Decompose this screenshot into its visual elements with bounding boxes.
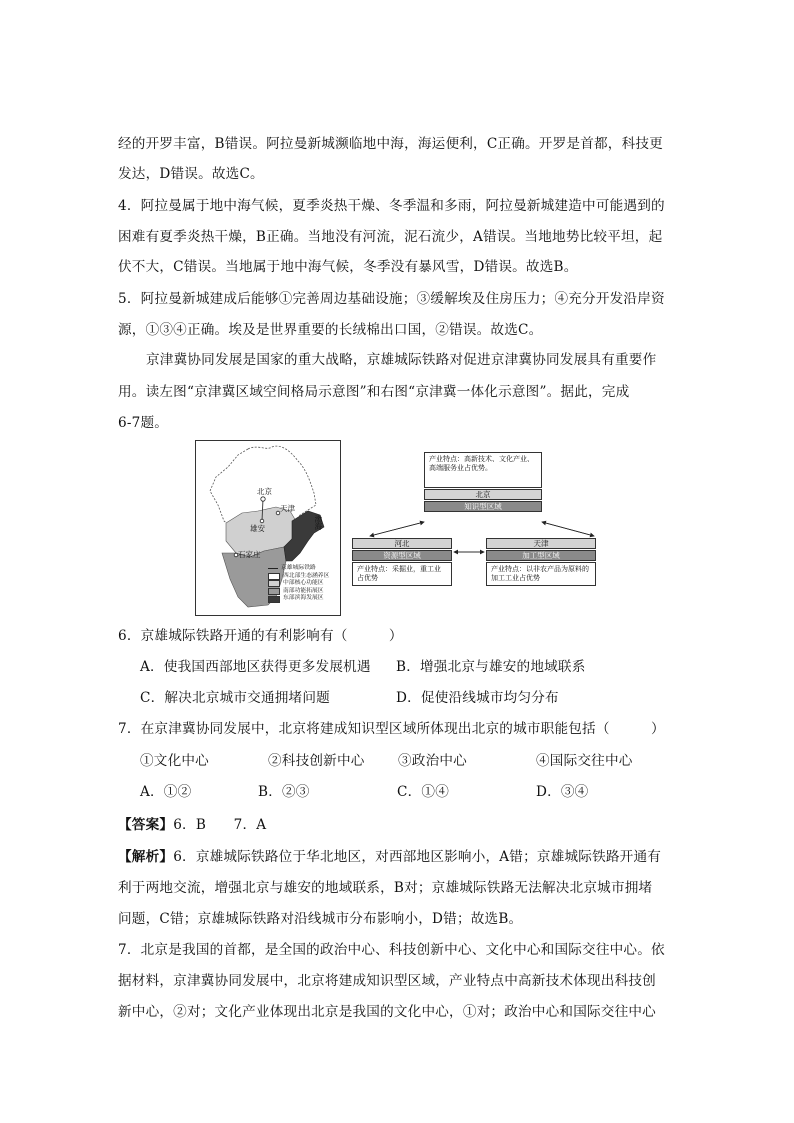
hebei-features-box: 产业特点：采掘业，重工业占优势: [352, 562, 452, 586]
q7-option: B．②③: [258, 784, 310, 800]
text-line: 6-7题。: [118, 415, 169, 431]
text-line: 用。读左图“京津冀区域空间格局示意图”和右图“京津冀一体化示意图”。据此，完成: [118, 384, 630, 400]
q7-option: C．①④: [397, 784, 449, 800]
q6-option-a: A．使我国西部地区获得更多发展机遇: [140, 659, 371, 675]
integration-diagram: [352, 452, 624, 587]
region-map-figure: [195, 440, 341, 616]
tianjin-name: 天津: [486, 538, 596, 549]
analysis-tag: 【解析】: [118, 849, 174, 865]
legend-swatch: [268, 580, 280, 587]
legend-swatch: [268, 573, 280, 580]
tianjin-features-box: 产业特点：以非农产品为原料的加工工业占优势: [486, 562, 596, 586]
text-line: 发达，D错误。故选C。: [118, 166, 264, 182]
beijing-name: 北京: [424, 489, 542, 500]
text-line: 京津冀协同发展是国家的重大战略，京雄城际铁路对促进京津冀协同发展具有重要作: [146, 352, 657, 368]
q7-item: ③政治中心: [398, 753, 467, 769]
analysis-line: 【解析】6．京雄城际铁路位于华北地区，对西部地区影响小，A错；京雄城际铁路开通有: [118, 849, 662, 865]
map-label-bohai: 渤海: [314, 515, 323, 530]
analysis-line: 利于两地交流，增强北京与雄安的地域联系，B对；京雄城际铁路无法解决北京城市拥堵: [118, 880, 653, 896]
answer-line: [118, 813, 266, 833]
text-line: 经的开罗丰富，B错误。阿拉曼新城濒临地中海，海运便利，C正确。开罗是首都，科技更: [118, 136, 663, 152]
q7-option: D．③④: [536, 784, 589, 800]
map-label-tianjin: 天津: [280, 504, 295, 513]
text-line: 5．阿拉曼新城建成后能够①完善周边基础设施；③缓解埃及住房压力；④充分开发沿岸资: [118, 291, 665, 307]
legend-swatch: [268, 596, 280, 603]
question-7-stem: 7．在京津冀协同发展中，北京将建成知识型区域所体现出北京的城市职能包括（ ）: [118, 721, 665, 737]
q6-option-c: C．解决北京城市交通拥堵问题: [140, 690, 330, 706]
railway-swatch: [268, 568, 278, 569]
analysis-line: 问题，C错；京雄城际铁路对沿线城市分布影响小，D错；故选B。: [118, 911, 523, 927]
legend-item: 京雄城际铁路: [268, 565, 329, 573]
text-line: 源，①③④正确。埃及是世界重要的长绒棉出口国，②错误。故选C。: [118, 322, 543, 338]
legend-item: 西北部生态涵养区: [268, 573, 329, 581]
answer-tag: 【答案】: [118, 817, 174, 833]
map-label-shijiazhuang: 石家庄: [238, 550, 261, 559]
q7-item: ①文化中心: [140, 753, 209, 769]
text-line: 困难有夏季炎热干燥，B正确。当地没有河流，泥石流少，A错误。当地地势比较平坦，起: [118, 229, 663, 245]
q6-option-d: D．促使沿线城市均匀分布: [396, 690, 559, 706]
analysis-line: 7．北京是我国的首都，是全国的政治中心、科技创新中心、文化中心和国际交往中心。依: [118, 942, 665, 958]
q7-option: A．①②: [140, 784, 192, 800]
text-line: 4．阿拉曼属于地中海气候，夏季炎热干燥、冬季温和多雨，阿拉曼新城建造中可能遇到的: [118, 198, 665, 214]
q6-option-b: B．增强北京与雄安的地域联系: [396, 659, 586, 675]
q7-item: ④国际交往中心: [536, 753, 633, 769]
analysis-line: 新中心，②对；文化产业体现出北京是我国的文化中心，①对；政治中心和国际交往中心: [118, 1004, 656, 1020]
map-legend: [268, 565, 329, 603]
map-label-beijing: 北京: [257, 487, 272, 496]
q7-item: ②科技创新中心: [268, 753, 365, 769]
analysis-line: 据材料，京津冀协同发展中，北京将建成知识型区域，产业特点中高新技术体现出科技创: [118, 973, 656, 989]
beijing-type: 知识型区域: [424, 501, 542, 512]
hebei-name: 河北: [352, 538, 452, 549]
legend-swatch: [268, 588, 280, 595]
tianjin-type: 加工型区域: [486, 550, 596, 561]
answer-text: 6．B 7．A: [173, 817, 267, 833]
beijing-features-box: 产业特点：高新技术、文化产业、高端服务业占优势。: [424, 452, 542, 488]
text-line: 伏不大，C错误。当地属于地中海气候，冬季没有暴风雪，D错误。故选B。: [118, 259, 578, 275]
legend-item: 南部功能拓展区: [268, 588, 329, 596]
legend-item: 东部滨海发展区: [268, 595, 329, 603]
legend-item: 中部核心功能区: [268, 580, 329, 588]
hebei-type: 资源型区域: [352, 550, 452, 561]
question-6-stem: 6．京雄城际铁路开通的有利影响有（ ）: [118, 628, 403, 644]
map-label-xiongan: 雄安: [250, 524, 265, 533]
beijing-marker: [261, 497, 265, 501]
